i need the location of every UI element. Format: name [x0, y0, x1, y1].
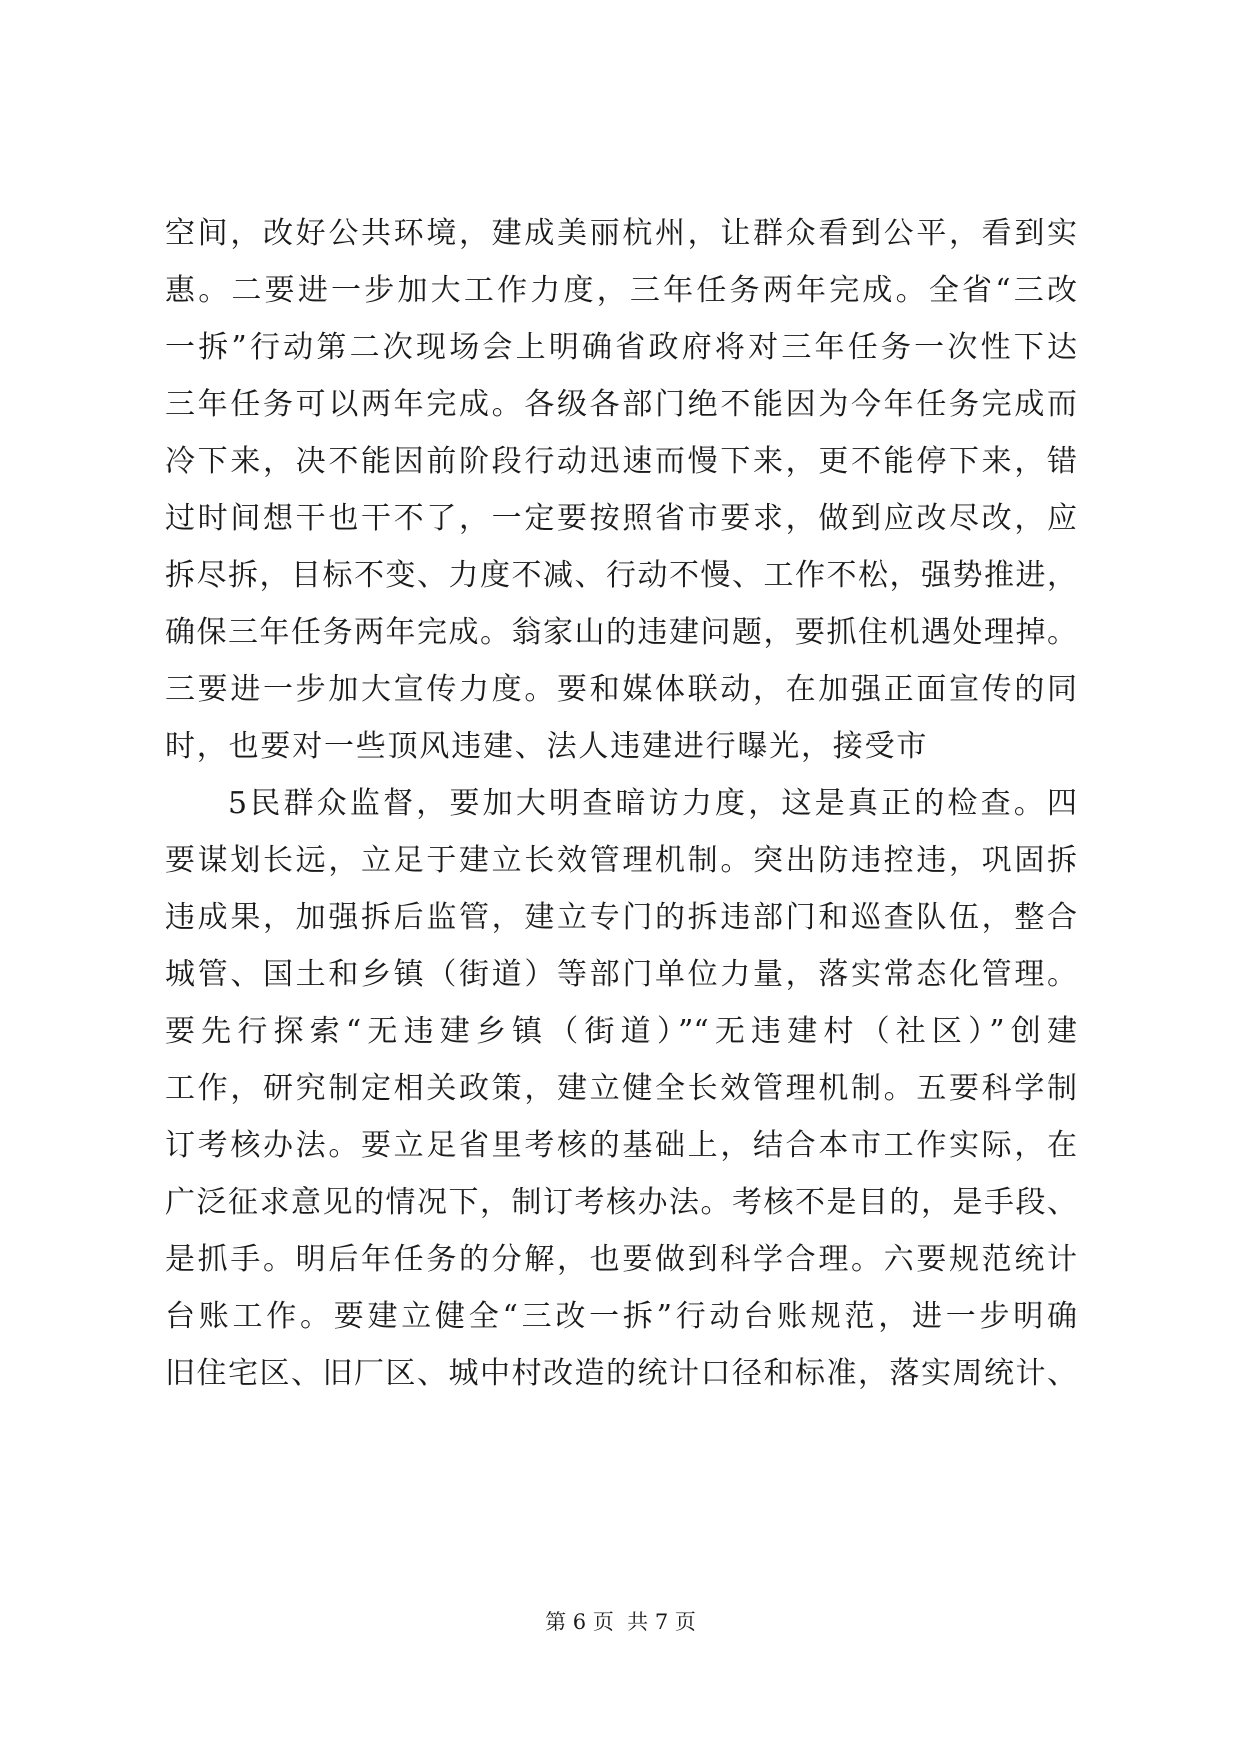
page-footer [0, 1608, 1241, 1636]
text-line: 时，也要对一些顶风违建、法人违建进行曝光，接受市 [165, 729, 929, 764]
text-line: 要先行探索“无违建乡镇（街道）”“无违建村（社区）”创建 [165, 1014, 1077, 1049]
text-line: 广泛征求意见的情况下，制订考核办法。考核不是目的，是手段、 [165, 1185, 1077, 1220]
text-line: 空间，改好公共环境，建成美丽杭州，让群众看到公平，看到实 [165, 216, 1077, 251]
text-line: 过时间想干也干不了，一定要按照省市要求，做到应改尽改，应 [165, 501, 1077, 536]
text-line: 5民群众监督，要加大明查暗访力度，这是真正的检查。四 [228, 786, 1077, 821]
text-line: 确保三年任务两年完成。翁家山的违建问题，要抓住机遇处理掉。 [165, 615, 1077, 650]
text-line: 惠。二要进一步加大工作力度，三年任务两年完成。全省“三改 [165, 273, 1077, 308]
text-line: 城管、国土和乡镇（街道）等部门单位力量，落实常态化管理。 [165, 957, 1077, 992]
text-line: 三要进一步加大宣传力度。要和媒体联动，在加强正面宣传的同 [165, 672, 1077, 707]
text-line: 工作，研究制定相关政策，建立健全长效管理机制。五要科学制 [165, 1071, 1077, 1106]
text-line: 要谋划长远，立足于建立长效管理机制。突出防违控违，巩固拆 [165, 843, 1077, 878]
text-line: 订考核办法。要立足省里考核的基础上，结合本市工作实际，在 [165, 1128, 1077, 1163]
text-line: 是抓手。明后年任务的分解，也要做到科学合理。六要规范统计 [165, 1242, 1077, 1277]
text-line: 违成果，加强拆后监管，建立专门的拆违部门和巡查队伍，整合 [165, 900, 1077, 935]
text-line: 冷下来，决不能因前阶段行动迅速而慢下来，更不能停下来，错 [165, 444, 1077, 479]
text-line: 三年任务可以两年完成。各级各部门绝不能因为今年任务完成而 [165, 387, 1077, 422]
text-line: 旧住宅区、旧厂区、城中村改造的统计口径和标准，落实周统计、 [165, 1356, 1077, 1391]
page-number: 第 6 页 共 7 页 [545, 1610, 696, 1634]
text-line: 拆尽拆，目标不变、力度不减、行动不慢、工作不松，强势推进， [165, 558, 1077, 593]
text-line: 一拆”行动第二次现场会上明确省政府将对三年任务一次性下达 [165, 330, 1077, 365]
text-line: 台账工作。要建立健全“三改一拆”行动台账规范，进一步明确 [165, 1299, 1077, 1334]
